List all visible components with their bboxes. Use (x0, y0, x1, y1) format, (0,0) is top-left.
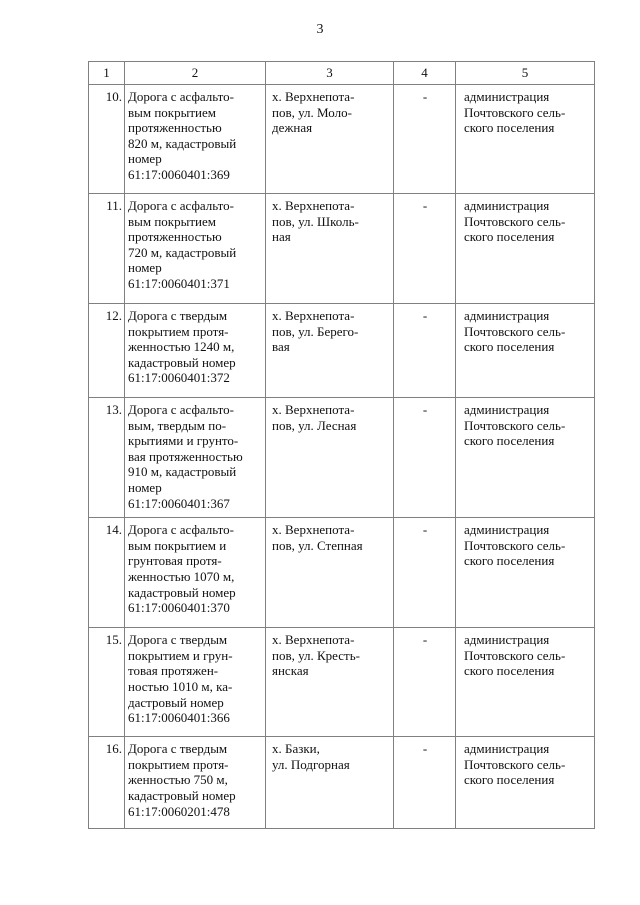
object-owner: администрация Почтовского сель- ского поселения (456, 398, 595, 518)
row-number: 15. (89, 628, 125, 737)
object-description: Дорога с асфальто- вым покрытием и грунтовая протя- женностью 1070 м, кадастровый номер 61:17:0060401:370 (125, 518, 266, 628)
object-owner: администрация Почтовского сель- ского поселения (456, 304, 595, 398)
column-header-4: 4 (394, 62, 456, 85)
row-number: 13. (89, 398, 125, 518)
header-row (89, 62, 595, 85)
column-header-3: 3 (266, 62, 394, 85)
row-number: 16. (89, 737, 125, 829)
row-number: 11. (89, 194, 125, 304)
row-number: 14. (89, 518, 125, 628)
object-location: х. Верхнепота- пов, ул. Степная (266, 518, 394, 628)
object-description: Дорога с твердым покрытием и грун- товая протяжен- ностью 1010 м, ка- дастровый номер 61:17:0060401:366 (125, 628, 266, 737)
table-row (89, 518, 595, 628)
table-row (89, 304, 595, 398)
column-4-value: - (394, 518, 456, 628)
object-location: х. Базки, ул. Подгорная (266, 737, 394, 829)
column-4-value: - (394, 737, 456, 829)
column-4-value: - (394, 304, 456, 398)
object-description: Дорога с асфальто- вым покрытием протяженностью 720 м, кадастровый номер 61:17:0060401:371 (125, 194, 266, 304)
table-row (89, 628, 595, 737)
object-description: Дорога с твердым покрытием протя- женностью 1240 м, кадастровый номер 61:17:0060401:372 (125, 304, 266, 398)
object-description: Дорога с асфальто- вым, твердым по- крытиями и грунто- вая протяженностью 910 м, кадастровый номер 61:17:0060401:367 (125, 398, 266, 518)
column-header-5: 5 (456, 62, 595, 85)
registry-table (88, 61, 595, 829)
object-location: х. Верхнепота- пов, ул. Берего- вая (266, 304, 394, 398)
page-number: 3 (316, 22, 324, 37)
object-owner: администрация Почтовского сель- ского поселения (456, 518, 595, 628)
object-owner: администрация Почтовского сель- ского поселения (456, 628, 595, 737)
object-location: х. Верхнепота- пов, ул. Моло- дежная (266, 85, 394, 194)
object-owner: администрация Почтовского сель- ского поселения (456, 194, 595, 304)
column-4-value: - (394, 85, 456, 194)
column-4-value: - (394, 628, 456, 737)
table-row (89, 398, 595, 518)
object-location: х. Верхнепота- пов, ул. Кресть- янская (266, 628, 394, 737)
row-number: 12. (89, 304, 125, 398)
column-header-1: 1 (89, 62, 125, 85)
table-row (89, 737, 595, 829)
table-row (89, 85, 595, 194)
column-4-value: - (394, 194, 456, 304)
row-number: 10. (89, 85, 125, 194)
object-owner: администрация Почтовского сель- ского поселения (456, 85, 595, 194)
table-row (89, 194, 595, 304)
column-4-value: - (394, 398, 456, 518)
object-location: х. Верхнепота- пов, ул. Лесная (266, 398, 394, 518)
object-location: х. Верхнепота- пов, ул. Школь- ная (266, 194, 394, 304)
object-description: Дорога с твердым покрытием протя- женностью 750 м, кадастровый номер 61:17:0060201:478 (125, 737, 266, 829)
column-header-2: 2 (125, 62, 266, 85)
object-owner: администрация Почтовского сель- ского поселения (456, 737, 595, 829)
object-description: Дорога с асфальто- вым покрытием протяженностью 820 м, кадастровый номер 61:17:0060401:369 (125, 85, 266, 194)
